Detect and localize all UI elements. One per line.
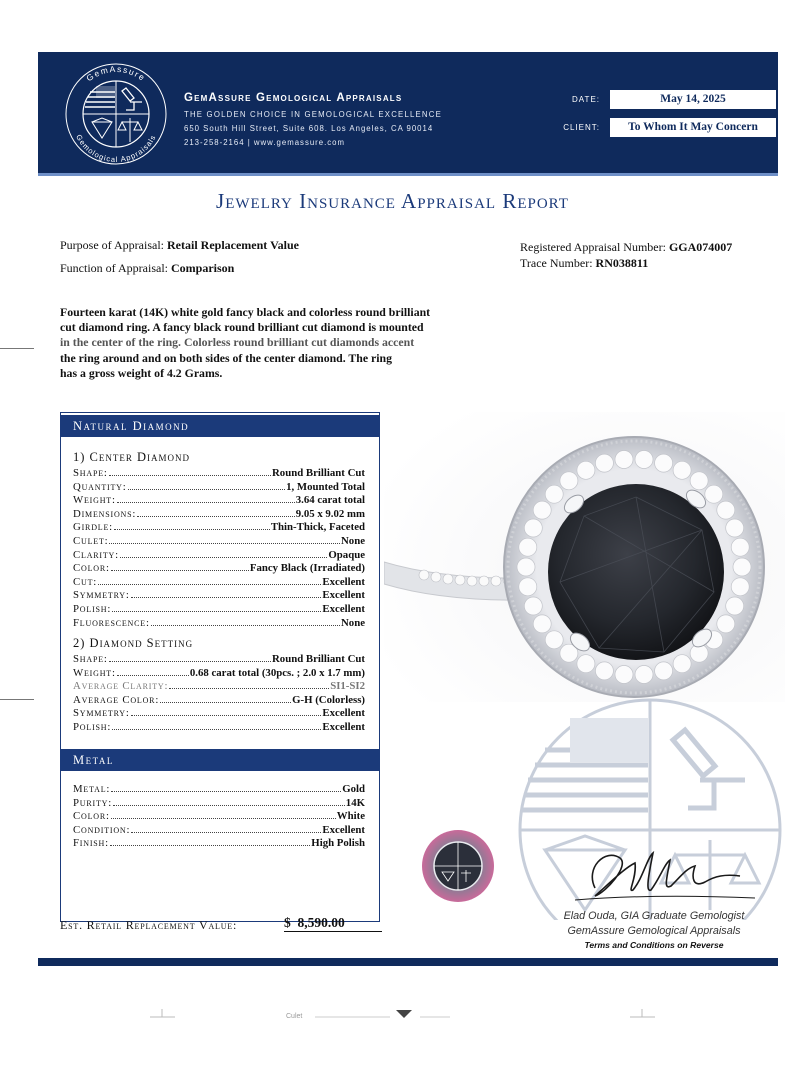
halo-diamond	[673, 655, 691, 673]
halo-diamond	[635, 666, 653, 684]
spec-value: Excellent	[322, 603, 365, 615]
halo-diamond	[533, 501, 551, 519]
dot-leader	[109, 543, 340, 544]
spec-value: SI1-SI2	[330, 680, 365, 693]
spec-row	[73, 549, 365, 563]
spec-row	[73, 721, 365, 735]
dot-leader	[131, 715, 322, 716]
spec-value: Gold	[342, 783, 365, 795]
dot-leader	[114, 529, 270, 530]
bottom-marks	[150, 1005, 670, 1025]
spec-value: Round Brilliant Cut	[272, 467, 365, 479]
spec-row	[73, 576, 365, 590]
description-line: cut diamond ring. A fancy black round brilliant cut diamond is mounted	[60, 320, 424, 335]
spec-value: 3.64 carat total	[295, 494, 365, 507]
margin-tick	[0, 699, 34, 700]
spec-label: Weight:	[73, 666, 116, 679]
spec-label: Finish:	[73, 837, 109, 850]
appraiser-signature	[565, 838, 765, 908]
dot-leader	[137, 516, 295, 517]
spec-row	[73, 680, 365, 694]
appraiser-name: Elad Ouda, GIA Graduate Gemologist	[563, 910, 745, 922]
spec-label: Culet:	[73, 535, 109, 547]
spec-value: 14K	[345, 796, 365, 809]
trace-value: RN038811	[595, 256, 649, 270]
spec-label: Color:	[73, 810, 110, 823]
spec-row	[73, 617, 365, 631]
spec-row	[73, 535, 365, 549]
function-label: Function of Appraisal:	[60, 261, 168, 275]
spec-row	[73, 707, 365, 721]
description-line: Fourteen karat (14K) white gold fancy black and colorless round brilliant	[60, 305, 431, 319]
spec-row	[73, 603, 365, 617]
culet-label: Culet	[286, 1013, 303, 1020]
spec-label: Clarity:	[73, 548, 119, 561]
spec-row	[73, 467, 365, 481]
spec-value: 9.05 x 9.02 mm	[295, 507, 365, 520]
spec-row	[73, 494, 365, 508]
halo-diamond	[717, 501, 735, 519]
spec-row	[73, 694, 365, 708]
purpose-line	[60, 238, 299, 253]
spec-label: Symmetry:	[73, 589, 130, 602]
spec-value: 1, Mounted Total	[286, 480, 365, 493]
halo-diamond	[731, 538, 749, 556]
item-description	[60, 305, 500, 381]
halo-diamond	[726, 519, 744, 537]
spec-label: Average Color:	[73, 693, 160, 706]
company-name: GemAssure Gemological Appraisals	[184, 92, 403, 104]
spec-label: Weight:	[73, 494, 116, 507]
halo-diamond	[524, 519, 542, 537]
halo-diamond	[517, 558, 535, 576]
spec-label: Condition:	[73, 823, 131, 836]
spec-label: Average Clarity:	[73, 680, 169, 693]
spec-row	[73, 810, 365, 824]
spec-row	[73, 589, 365, 603]
terms-note: Terms and Conditions on Reverse	[584, 940, 724, 950]
spec-value: Thin-Thick, Faceted	[270, 521, 365, 534]
trace-line	[520, 256, 648, 271]
date-label: DATE:	[572, 95, 600, 104]
spec-row	[73, 653, 365, 667]
spec-value: White	[336, 810, 365, 823]
halo-diamond	[519, 538, 537, 556]
halo-diamond	[595, 454, 613, 472]
spec-value: Fancy Black (Irradiated)	[249, 562, 365, 575]
dot-leader	[112, 611, 321, 612]
spec-label: Cut:	[73, 575, 98, 588]
halo-diamond	[731, 578, 749, 596]
value-number: 8,590.00	[297, 915, 345, 930]
halo-diamond	[519, 578, 537, 596]
halo-diamond	[726, 597, 744, 615]
halo-diamond	[595, 662, 613, 680]
spec-label: Shape:	[73, 653, 108, 665]
hologram-seal	[420, 828, 496, 904]
halo-diamond	[560, 472, 578, 490]
halo-diamond	[705, 485, 723, 503]
halo-diamond	[717, 615, 735, 633]
header-banner	[38, 52, 778, 176]
spec-value: Excellent	[322, 707, 365, 720]
registered-line	[520, 240, 732, 255]
purpose-label: Purpose of Appraisal:	[60, 238, 164, 252]
purpose-value: Retail Replacement Value	[167, 238, 299, 252]
trace-label: Trace Number:	[520, 256, 593, 270]
appraiser-company: GemAssure Gemological Appraisals	[567, 925, 741, 937]
halo-diamond	[690, 472, 708, 490]
ring-photo	[384, 412, 785, 702]
value-label: Est. Retail Replacement Value:	[60, 918, 238, 932]
dot-leader	[111, 791, 341, 792]
halo-diamond	[615, 666, 633, 684]
spec-value: None	[341, 535, 365, 547]
spec-value: 0.68 carat total (30pcs. ; 2.0 x 1.7 mm)	[189, 666, 365, 679]
company-address: 650 South Hill Street, Suite 608. Los Angeles, CA 90014	[184, 124, 434, 133]
dot-leader	[109, 661, 271, 662]
spec-value: Opaque	[328, 548, 365, 561]
function-value: Comparison	[171, 261, 235, 275]
dot-leader	[98, 584, 321, 585]
spec-label: Girdle:	[73, 521, 113, 534]
halo-diamond	[673, 461, 691, 479]
dot-leader	[128, 489, 286, 490]
registered-label: Registered Appraisal Number:	[520, 240, 666, 254]
specifications-panel	[60, 412, 380, 922]
svg-text:Gemological Appraisals: Gemological Appraisals	[74, 132, 158, 165]
spec-label: Dimensions:	[73, 507, 137, 520]
spec-value: Excellent	[322, 823, 365, 836]
halo-diamond	[733, 558, 751, 576]
spec-label: Color:	[73, 562, 110, 575]
spec-value: High Polish	[311, 837, 365, 850]
spec-label: Purity:	[73, 796, 113, 809]
company-tagline: THE GOLDEN CHOICE IN GEMOLOGICAL EXCELLENCE	[184, 110, 442, 119]
spec-row	[73, 824, 365, 838]
halo-diamond	[533, 615, 551, 633]
spec-value: Round Brilliant Cut	[272, 653, 365, 665]
dot-leader	[117, 675, 189, 676]
dot-leader	[169, 688, 329, 689]
halo-diamond	[655, 662, 673, 680]
spec-value: G-H (Colorless)	[292, 693, 365, 706]
report-title: Jewelry Insurance Appraisal Report	[216, 189, 569, 213]
spec-value: None	[341, 616, 365, 629]
description-line: the ring around and on both sides of the center diamond. The ring	[60, 350, 393, 365]
value-currency: $	[284, 915, 291, 930]
spec-label: Quantity:	[73, 480, 127, 493]
spec-label: Polish:	[73, 603, 112, 615]
spec-row	[73, 521, 365, 535]
halo-diamond	[577, 655, 595, 673]
diamond-setting-heading: 2) Diamond Setting	[73, 636, 194, 650]
metal-heading: Metal	[61, 749, 379, 771]
dot-leader	[110, 845, 310, 846]
spec-value: Excellent	[322, 721, 365, 733]
spec-row	[73, 508, 365, 522]
description-line: in the center of the ring. Colorless round brilliant cut diamonds accent	[60, 335, 415, 350]
margin-tick	[0, 348, 34, 349]
dot-leader	[151, 625, 340, 626]
company-phone-web: 213-258-2164 | www.gemassure.com	[184, 138, 346, 147]
description-line: has a gross weight of 4.2 Grams.	[60, 365, 223, 380]
spec-label: Fluorescence:	[73, 616, 150, 629]
client-label: CLIENT:	[563, 123, 600, 132]
replacement-value-row	[60, 915, 345, 933]
spec-row	[73, 797, 365, 811]
spec-row	[73, 837, 365, 851]
value-amount	[284, 915, 382, 932]
spec-label: Polish:	[73, 721, 112, 733]
dot-leader	[160, 702, 291, 703]
spec-label: Metal:	[73, 783, 111, 795]
spec-value: Excellent	[322, 575, 365, 588]
spec-label: Shape:	[73, 467, 108, 479]
spec-row	[73, 667, 365, 681]
svg-text:GemAssure: GemAssure	[84, 63, 148, 84]
dot-leader	[111, 570, 249, 571]
spec-row	[73, 562, 365, 576]
dot-leader	[112, 729, 321, 730]
halo-diamond	[577, 461, 595, 479]
dot-leader	[109, 475, 271, 476]
date-value: May 14, 2025	[610, 90, 776, 109]
natural-diamond-heading: Natural Diamond	[61, 415, 379, 437]
registered-value: GGA074007	[668, 240, 733, 254]
client-value: To Whom It May Concern	[610, 118, 776, 137]
halo-diamond	[545, 485, 563, 503]
spec-label: Symmetry:	[73, 707, 130, 720]
spec-value: Excellent	[322, 589, 365, 602]
dot-leader	[117, 502, 295, 503]
dot-leader	[131, 597, 322, 598]
dot-leader	[113, 805, 345, 806]
spec-row	[73, 481, 365, 495]
dot-leader	[120, 557, 327, 558]
halo-diamond	[635, 451, 653, 469]
spec-row	[73, 783, 365, 797]
halo-diamond	[545, 631, 563, 649]
dot-leader	[111, 818, 336, 819]
gemassure-seal-logo	[60, 58, 172, 170]
dot-leader	[131, 832, 321, 833]
footer-bar	[38, 958, 778, 966]
function-line	[60, 261, 234, 276]
halo-diamond	[615, 451, 633, 469]
halo-diamond	[524, 597, 542, 615]
halo-diamond	[655, 454, 673, 472]
center-diamond-heading: 1) Center Diamond	[73, 450, 191, 464]
